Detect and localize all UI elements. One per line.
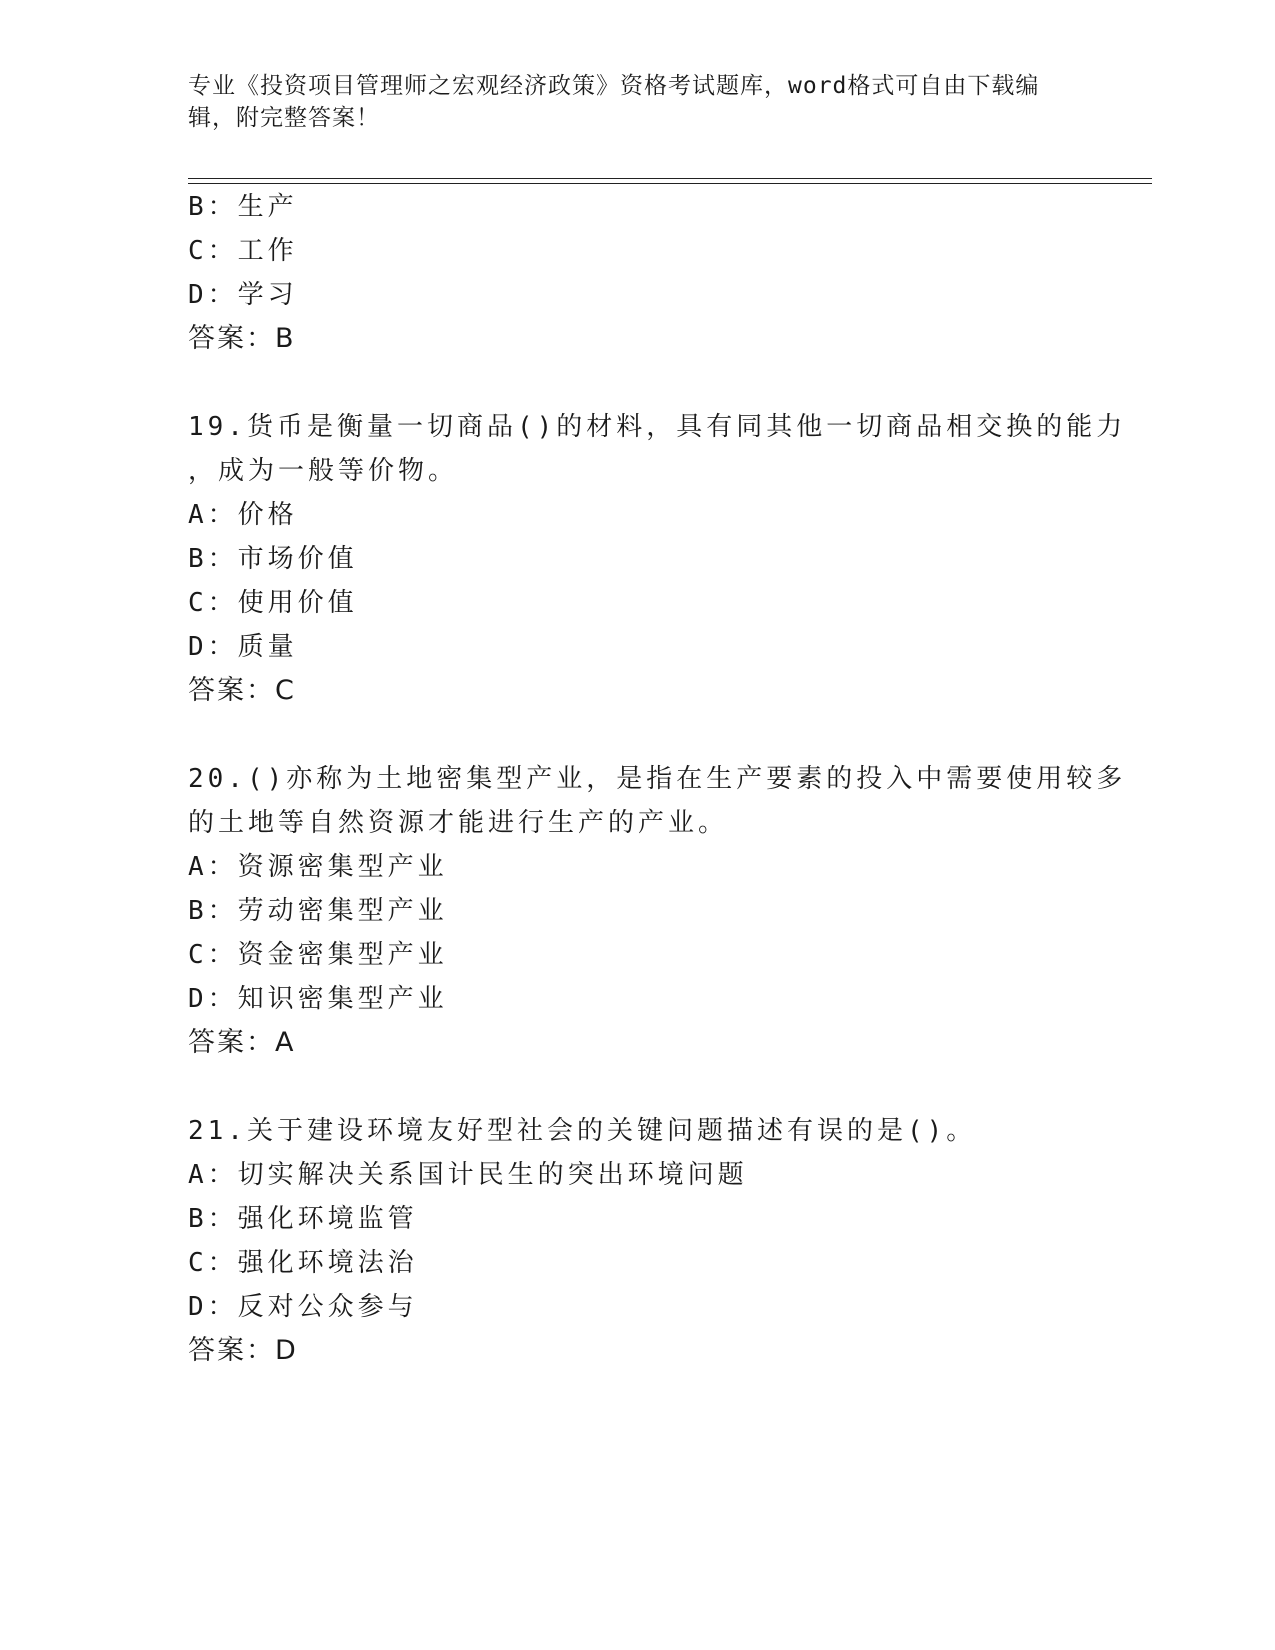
option-d: D：反对公众参与 — [188, 1292, 418, 1322]
question-stem: 19.货币是衡量一切商品()的材料，具有同其他一切商品相交换的能力 — [188, 412, 1127, 442]
answer-line: 答案：D — [188, 1335, 298, 1366]
option-c: C：资金密集型产业 — [188, 940, 448, 970]
question-stem-cont: ，成为一般等价物。 — [188, 456, 459, 486]
header-line-1: 专业《投资项目管理师之宏观经济政策》资格考试题库，word格式可自由下载编 — [188, 73, 1040, 99]
answer-line: 答案：B — [188, 323, 296, 354]
document-header — [188, 70, 1068, 134]
answer-line: 答案：A — [188, 1027, 296, 1058]
option-a: A：资源密集型产业 — [188, 852, 448, 882]
option-c: C：使用价值 — [188, 588, 358, 618]
question-stem-cont: 的土地等自然资源才能进行生产的产业。 — [188, 808, 729, 838]
option-a: A：切实解决关系国计民生的突出环境问题 — [188, 1160, 748, 1190]
header-line-2: 辑，附完整答案！ — [188, 105, 380, 131]
header-divider-top — [188, 178, 1152, 179]
option-c: C：工作 — [188, 236, 298, 266]
option-b: B：市场价值 — [188, 544, 358, 574]
option-d: D：知识密集型产业 — [188, 984, 448, 1014]
question-stem: 20.()亦称为土地密集型产业，是指在生产要素的投入中需要使用较多 — [188, 764, 1127, 794]
header-divider-bottom — [188, 183, 1152, 184]
option-a: A：价格 — [188, 500, 298, 530]
option-b: B：生产 — [188, 192, 298, 222]
option-b: B：劳动密集型产业 — [188, 896, 448, 926]
question-stem: 21.关于建设环境友好型社会的关键问题描述有误的是()。 — [188, 1116, 977, 1146]
option-d: D：学习 — [188, 280, 298, 310]
option-d: D：质量 — [188, 632, 298, 662]
option-c: C：强化环境法治 — [188, 1248, 418, 1278]
option-b: B：强化环境监管 — [188, 1204, 418, 1234]
answer-line: 答案：C — [188, 675, 296, 706]
